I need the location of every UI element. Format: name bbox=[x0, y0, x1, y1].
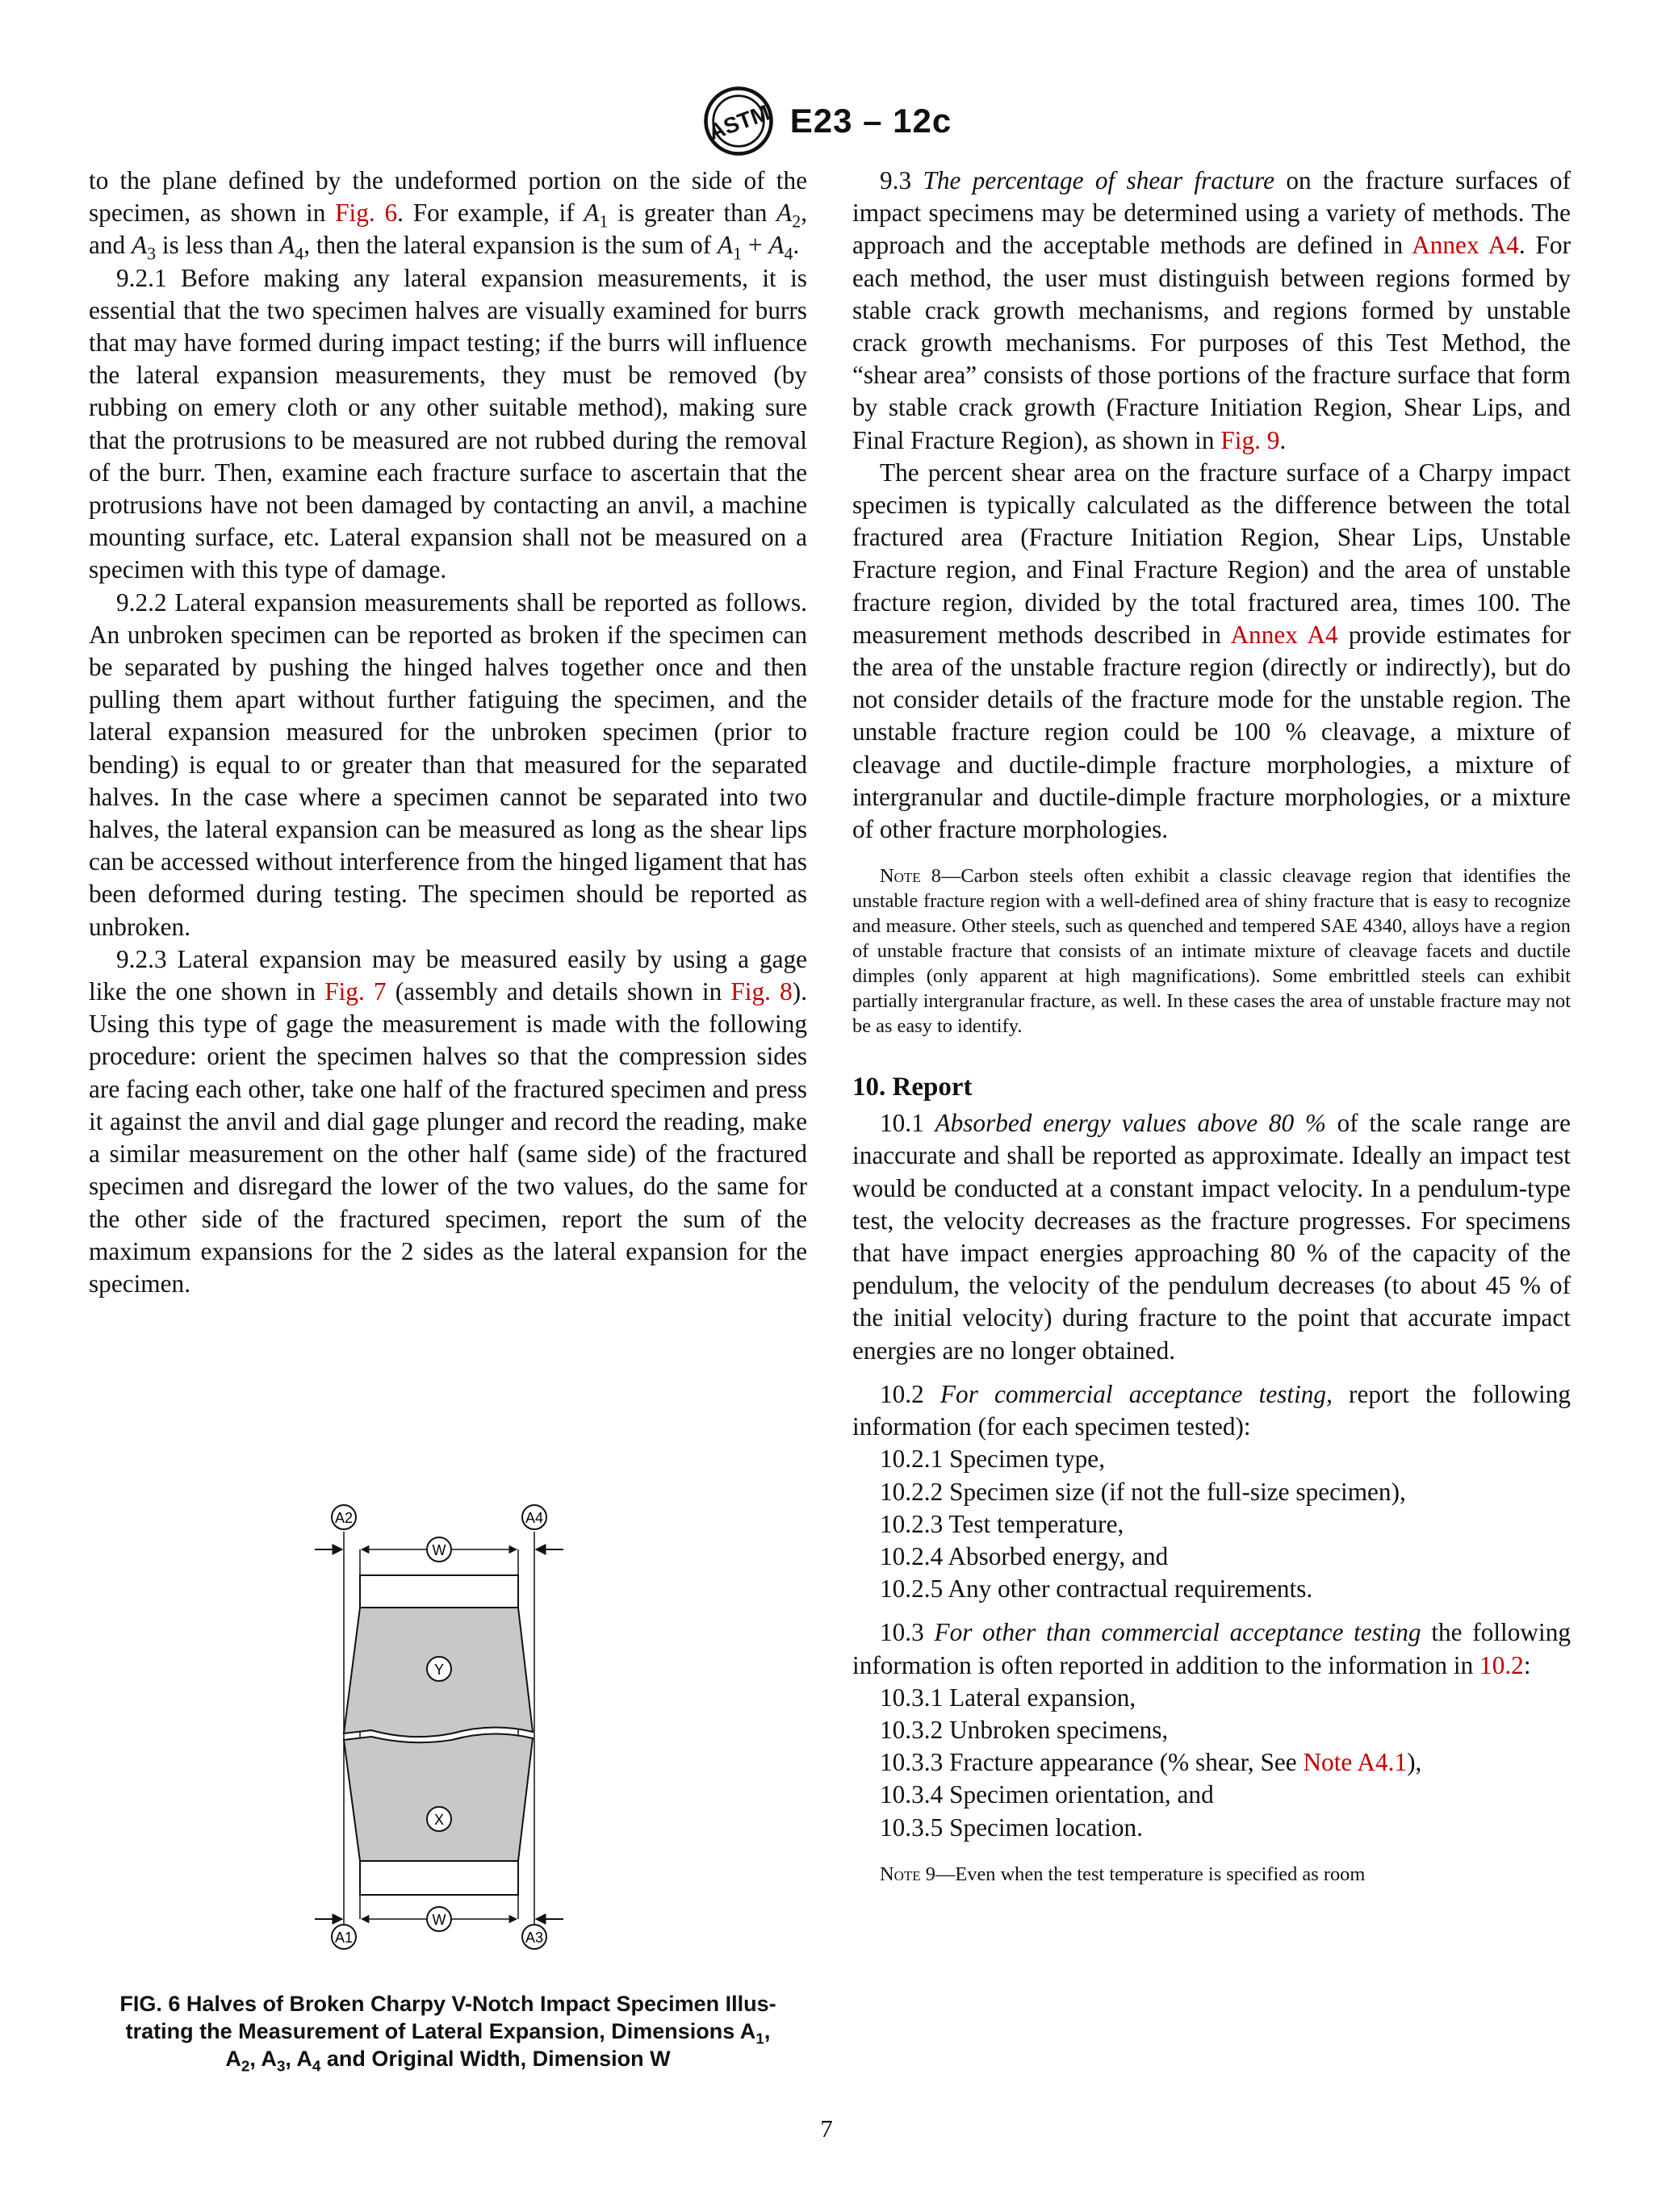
label-y: Y bbox=[433, 1662, 445, 1678]
label-a2: A2 bbox=[334, 1510, 354, 1526]
annex-a4-link[interactable]: Annex A4 bbox=[1412, 231, 1519, 260]
list-item: 10.2.2 Specimen size (if not the full-size specimen), bbox=[880, 1477, 1406, 1506]
list-item: 10.3.4 Specimen orientation, and bbox=[880, 1780, 1214, 1809]
paragraph-10-1: 10.1 Absorbed energy values above 80 % of the scale range are inaccurate and shall be reported as approximate. Ideally an impact test would be conducted at a constant impact velocity. In a pendulum-type test, the velocity decreases as the fracture progresses. For specimens that have impact energies approaching 80 % of the capacity of the pendulum, the velocity of the pendulum decreases (to about 45 % of the initial velocity) during fracture to the point that accurate impact energies are no longer obtained. bbox=[852, 1109, 1571, 1365]
label-a1: A1 bbox=[334, 1930, 354, 1946]
fig-9-link[interactable]: Fig. 9 bbox=[1220, 425, 1280, 454]
right-column bbox=[852, 165, 1571, 1887]
fig-6-link[interactable]: Fig. 6 bbox=[335, 199, 398, 228]
paragraph-9-2-2: 9.2.2 Lateral expansion measurements shall be reported as follows. An unbroken specimen can be reported as broken if the specimen can be separated by pushing the hinged halves together once and then pulling them apart without further fatiguing the specimen, and the lateral expansion measured for the unbroken specimen (prior to bending) is equal to or greater than that measured for the separated halves. In the case where a specimen cannot be separated into two halves, the lateral expansion can be measured as long as the shear lips can be accessed without interference from the hinged ligament that has been deformed during testing. The specimen should be reported as unbroken. bbox=[89, 587, 807, 941]
left-column bbox=[89, 165, 807, 1300]
fig-8-link[interactable]: Fig. 8 bbox=[730, 977, 793, 1006]
document-id: E23 – 12c bbox=[789, 102, 952, 140]
svg-text:ASTM: ASTM bbox=[705, 99, 773, 145]
paragraph-9-2-1: 9.2.1 Before making any lateral expansion measurements, it is essential that the two specimen halves are visually examined for burrs that may have formed during impact testing; if the burrs will influence the lateral expansion measurements, they must be removed (by rubbing on emery cloth or any other suitable method), making sure that the protrusions to be measured are not rubbed during the removal of the burr. Then, examine each fracture surface to ascertain that the protrusions have not been damaged by contacting an anvil, a machine mounting surface, etc. Lateral expansion shall not be measured on a specimen with this type of damage. bbox=[89, 263, 807, 584]
fig-7-link[interactable]: Fig. 7 bbox=[324, 977, 387, 1006]
paragraph: to the plane defined by the undeformed portion on the side of the specimen, as shown in Fig. 6. For example, if $A_1$ is greater than $A_2$, and $A_3$ is less than $A_4$, then the lateral expansion is the sum of $A_1 + A_4$. bbox=[89, 166, 808, 264]
paragraph-9-2-3: 9.2.3 Lateral expansion may be measured easily by using a gage like the one shown in Fig. 7 (assembly and details shown in Fig. 8). Using this type of gage the measurement is made with the following procedure: orient the specimen halves so that the compression sides are facing each other, take one half of the fractured specimen and press it against the anvil and dial gage plunger and record the reading, make a similar measurement on the other half (same side) of the fractured specimen and disregard the lower of the two values, do the same for the other side of the fractured specimen, report the sum of the maximum expansions for the 2 sides as the lateral expansion for the specimen. bbox=[89, 944, 808, 1298]
section-10-2-link[interactable]: 10.2 bbox=[1479, 1650, 1524, 1679]
paragraph-shear-area: The percent shear area on the fracture surface of a Charpy impact specimen is typically calculated as the difference between the total fractured area (Fracture Initiation Region, Shear Lips, Unstable Fracture region, and Final Fracture Region) and the area of unstable fracture region, divided by the total fractured area, times 100. The measurement methods described in Annex A4 provide estimates for the area of the unstable fracture region (directly or indirectly), but do not consider details of the fracture mode for the unstable region. The unstable fracture region could be 100 % cleavage, a mixture of cleavage and ductile-dimple fracture morphologies, a mixture of intergranular and ductile-dimple fracture morphologies, or a mixture of other fracture morphologies. bbox=[852, 458, 1571, 844]
list-item: 10.2.3 Test temperature, bbox=[880, 1509, 1124, 1538]
list-item: 10.3.5 Specimen location. bbox=[880, 1813, 1143, 1842]
note-a4-1-link[interactable]: Note A4.1 bbox=[1303, 1748, 1408, 1777]
paragraph-10-2: 10.2 For commercial acceptance testing, report the following information (for each specimen tested): bbox=[852, 1379, 1571, 1441]
paragraph-10-3: 10.3 For other than commercial acceptance testing the following information is often reported in addition to the information in 10.2: bbox=[852, 1618, 1571, 1679]
astm-logo-icon bbox=[701, 84, 776, 158]
page-header bbox=[0, 84, 1653, 158]
label-x: X bbox=[433, 1812, 445, 1828]
note-9: Note 9—Even when the test temperature is specified as room bbox=[880, 1863, 1366, 1885]
label-w-top: W bbox=[432, 1542, 446, 1558]
list-item: 10.2.5 Any other contractual requirements. bbox=[880, 1574, 1313, 1604]
label-a4: A4 bbox=[525, 1510, 544, 1526]
list-item: 10.2.4 Absorbed energy, and bbox=[880, 1541, 1169, 1570]
paragraph-9-3: 9.3 The percentage of shear fracture on the fracture surfaces of impact specimens may be determined using a variety of methods. The approach and the acceptable methods are defined in Annex A4. For each method, the user must distinguish between regions formed by stable crack growth mechanisms, and regions formed by unstable crack growth mechanisms. For purposes of this Test Method, the “shear area” consists of those portions of the fracture surface that form by stable crack growth (Fracture Initiation Region, Shear Lips, and Final Fracture Region), as shown in Fig. 9. bbox=[852, 166, 1571, 454]
label-a3: A3 bbox=[525, 1930, 544, 1946]
annex-a4-link[interactable]: Annex A4 bbox=[1230, 620, 1338, 649]
list-item: 10.3.2 Unbroken specimens, bbox=[880, 1715, 1169, 1744]
section-10-heading: 10. Report bbox=[852, 1073, 973, 1102]
page-number: 7 bbox=[820, 2114, 833, 2143]
list-item: 10.3.1 Lateral expansion, bbox=[880, 1683, 1136, 1712]
figure-6-diagram bbox=[307, 1499, 581, 1951]
figure-6-caption: FIG. 6 Halves of Broken Charpy V-Notch Impact Specimen Illus- trating the Measurement of Lateral Expansion, Dimensions $A_1$, $A_2$, $A_3$, $A_4$ and Original Width, Dimension W bbox=[119, 1992, 776, 2076]
list-item: 10.3.3 Fracture appearance (% shear, See Note A4.1), bbox=[880, 1748, 1422, 1777]
label-w-bottom: W bbox=[432, 1912, 446, 1928]
note-8: Note 8—Carbon steels often exhibit a classic cleavage region that identifies the unstable fracture region with a well-defined area of shiny fracture that is easy to recognize and measure. Other steels, such as quenched and tempered SAE 4340, alloys have a region of unstable fracture that consists of an intimate mixture of cleavage facets and ductile dimples (only apparent at high magnifications). Some embrittled steels can exhibit partially intergranular fracture, as well. In these cases the area of unstable fracture may not be as easy to identify. bbox=[852, 865, 1571, 1038]
list-item: 10.2.1 Specimen type, bbox=[880, 1445, 1106, 1474]
